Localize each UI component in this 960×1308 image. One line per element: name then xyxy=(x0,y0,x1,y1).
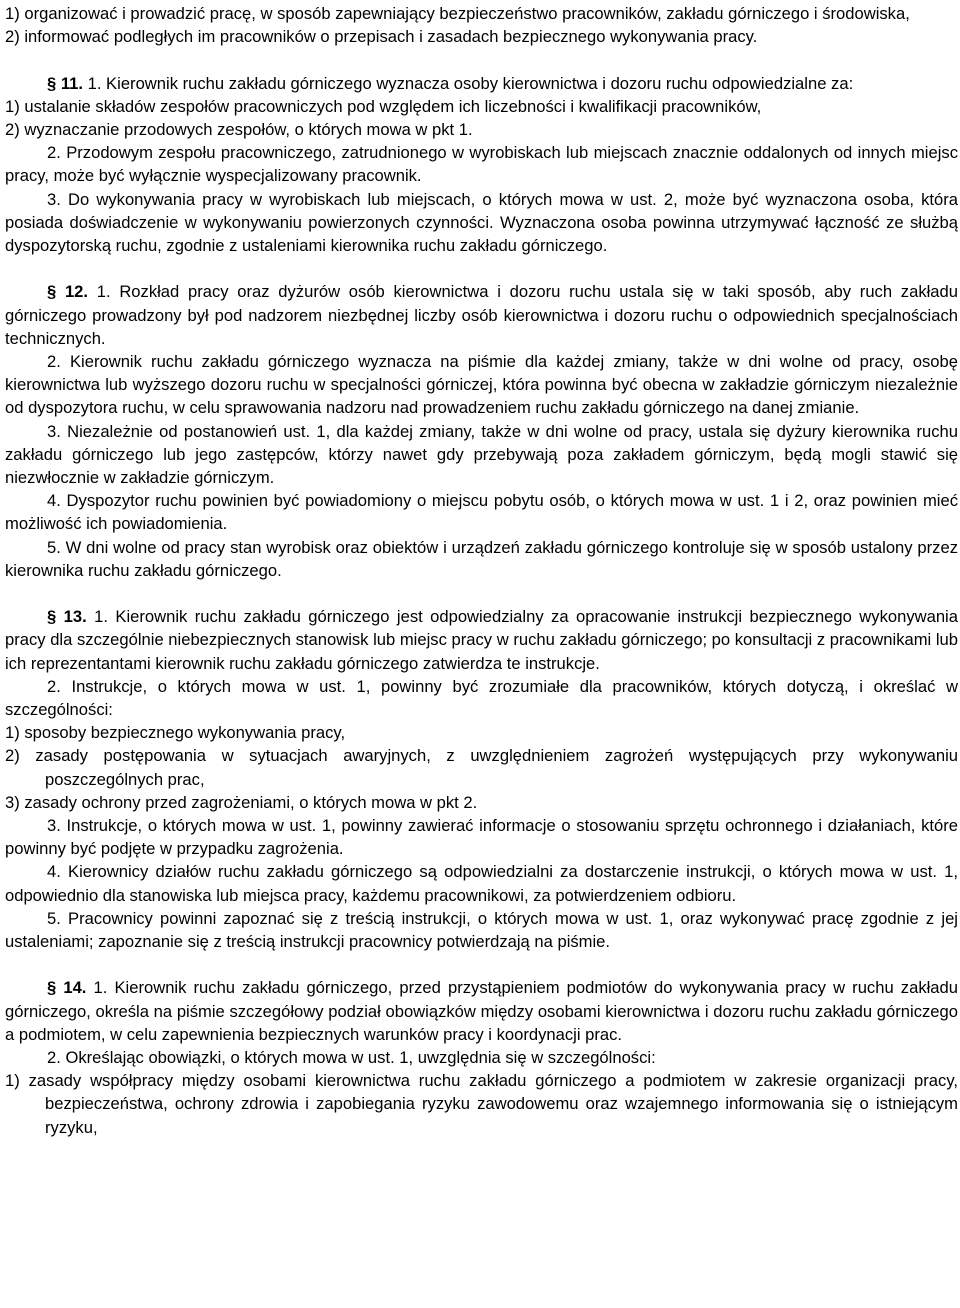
section-11-number: § 11. xyxy=(47,73,83,93)
list-item: 1) organizować i prowadzić pracę, w sposób zapewniający bezpieczeństwo pracowników, zakładu górniczego i środowiska, xyxy=(5,4,910,23)
list-item: 2) wyznaczanie przodowych zespołów, o których mowa w pkt 1. xyxy=(5,120,473,139)
list-item: 1) zasady współpracy między osobami kierownictwa ruchu zakładu górniczego a podmiotem w zakresie organizacji pracy, bezpieczeństwa, ochrony zdrowia i zapobiegania ryzyku zawodowemu oraz wzajemnego informowania się o istniejącym ryzyku, xyxy=(5,1071,958,1137)
paragraph-gap xyxy=(5,582,958,605)
paragraph-gap xyxy=(5,257,958,280)
paragraph-gap xyxy=(5,953,958,976)
section-12-text: 1. Rozkład pracy oraz dyżurów osób kierownictwa i dozoru ruchu ustala się w taki sposób, aby ruch zakładu górniczego prowadzony był pod nadzorem niezbędnej liczby osób kierownictwa i dozoru ruchu o odpowiednich specjalnościach technicznych. xyxy=(5,282,958,348)
section-12-number: § 12. xyxy=(47,282,89,302)
section-11-paragraph-1 xyxy=(5,72,958,95)
section-13-text: 1. Kierownik ruchu zakładu górniczego jest odpowiedzialny za opracowanie instrukcji bezpiecznego wykonywania pracy dla szczególnie niebezpiecznych stanowisk lub miejsc pracy w ruchu zakładu górniczego; po konsultacji z pracownikami lub ich reprezentantami kierownik ruchu zakładu górniczego zatwierdza te instrukcje. xyxy=(5,607,958,673)
section-12-paragraph-3: 3. Niezależnie od postanowień ust. 1, dla każdej zmiany, także w dni wolne od pracy, ustala się dyżury kierownika ruchu zakładu górniczego lub jego zastępców, którzy nawet gdy przebywają poza zakładem górniczym, będą mogli stawić się niezwłocznie w zakładzie górniczym. xyxy=(5,421,958,488)
section-13-number: § 13. xyxy=(47,607,87,627)
list-item: 2) zasady postępowania w sytuacjach awaryjnych, z uwzględnieniem zagrożeń występujących przy wykonywaniu poszczególnych prac, xyxy=(5,746,958,789)
section-11-paragraph-3: 3. Do wykonywania pracy w wyrobiskach lub miejscach, o których mowa w ust. 2, może być wyznaczona osoba, która posiada doświadczenie w wykonywaniu powierzonych czynności. Wyznaczona osoba powinna utrzymywać łączność ze służbą dyspozytorską ruchu, zgodnie z ustaleniami kierownika ruchu zakładu górniczego. xyxy=(5,189,958,256)
section-13-paragraph-4: 4. Kierownicy działów ruchu zakładu górniczego są odpowiedzialni za dostarczenie instrukcji, o których mowa w ust. 1, odpowiednio dla stanowiska lub miejsca pracy, każdemu pracownikowi, za potwierdzeniem odbioru. xyxy=(5,862,958,905)
list-item: 3) zasady ochrony przed zagrożeniami, o których mowa w pkt 2. xyxy=(5,792,478,812)
section-13-paragraph-2: 2. Instrukcje, o których mowa w ust. 1, powinny być zrozumiałe dla pracowników, których dotyczą, i określać w szczególności: xyxy=(5,676,958,720)
section-11-paragraph-2: 2. Przodowym zespołu pracowniczego, zatrudnionego w wyrobiskach lub miejscach znacznie oddalonych od innych miejsc pracy, może być wyłącznie wyspecjalizowany pracownik. xyxy=(5,143,958,186)
section-14-paragraph-2: 2. Określając obowiązki, o których mowa w ust. 1, uwzględnia się w szczególności: xyxy=(47,1048,656,1068)
section-12-paragraph-1 xyxy=(5,280,958,350)
section-14-number: § 14. xyxy=(47,978,87,998)
list-item: 2) informować podległych im pracowników o przepisach i zasadach bezpiecznego wykonywania pracy. xyxy=(5,27,758,47)
section-12-paragraph-4: 4. Dyspozytor ruchu powinien być powiadomiony o miejscu pobytu osób, o których mowa w ust. 1 i 2, oraz powinien mieć możliwość ich powiadomienia. xyxy=(5,491,958,534)
section-13-paragraph-1 xyxy=(5,605,958,675)
section-14-text: 1. Kierownik ruchu zakładu górniczego, przed przystąpieniem podmiotów do wykonywania pracy w ruchu zakładu górniczego, określa na piśmie szczegółowy podział obowiązków między osobami kierownictwa i dozoru ruchu zakładu górniczego a podmiotem, w celu zapewnienia bezpiecznych warunków pracy i koordynacji prac. xyxy=(5,978,958,1044)
section-14-paragraph-1 xyxy=(5,976,958,1046)
section-11-text: 1. Kierownik ruchu zakładu górniczego wyznacza osoby kierownictwa i dozoru ruchu odpowiedzialne za: xyxy=(83,73,854,93)
paragraph-gap xyxy=(5,48,958,71)
list-item: 1) ustalanie składów zespołów pracowniczych pod względem ich liczebności i kwalifikacji pracowników, xyxy=(5,96,762,116)
section-12-paragraph-5: 5. W dni wolne od pracy stan wyrobisk oraz obiektów i urządzeń zakładu górniczego kontroluje się w sposób ustalony przez kierownika ruchu zakładu górniczego. xyxy=(5,537,958,580)
list-item: 1) sposoby bezpiecznego wykonywania pracy, xyxy=(5,723,346,743)
section-12-paragraph-2: 2. Kierownik ruchu zakładu górniczego wyznacza na piśmie dla każdej zmiany, także w dni wolne od pracy, osobę kierownictwa lub wyższego dozoru ruchu w specjalności górniczej, która powinna być obecna w zakładzie górniczym niezależnie od dyspozytora ruchu, w celu sprawowania nadzoru nad prowadzeniem ruchu zakładu górniczego na danej zmianie. xyxy=(5,352,958,418)
section-13-paragraph-3: 3. Instrukcje, o których mowa w ust. 1, powinny zawierać informacje o stosowaniu sprzętu ochronnego i działaniach, które powinny być podjęte w przypadku zagrożenia. xyxy=(5,816,958,859)
section-13-paragraph-5: 5. Pracownicy powinni zapoznać się z treścią instrukcji, o których mowa w ust. 1, oraz wykonywać pracę zgodnie z jej ustaleniami; zapoznanie się z treścią instrukcji pracownicy potwierdzają na piśmie. xyxy=(5,908,958,952)
document-page xyxy=(5,2,958,1139)
